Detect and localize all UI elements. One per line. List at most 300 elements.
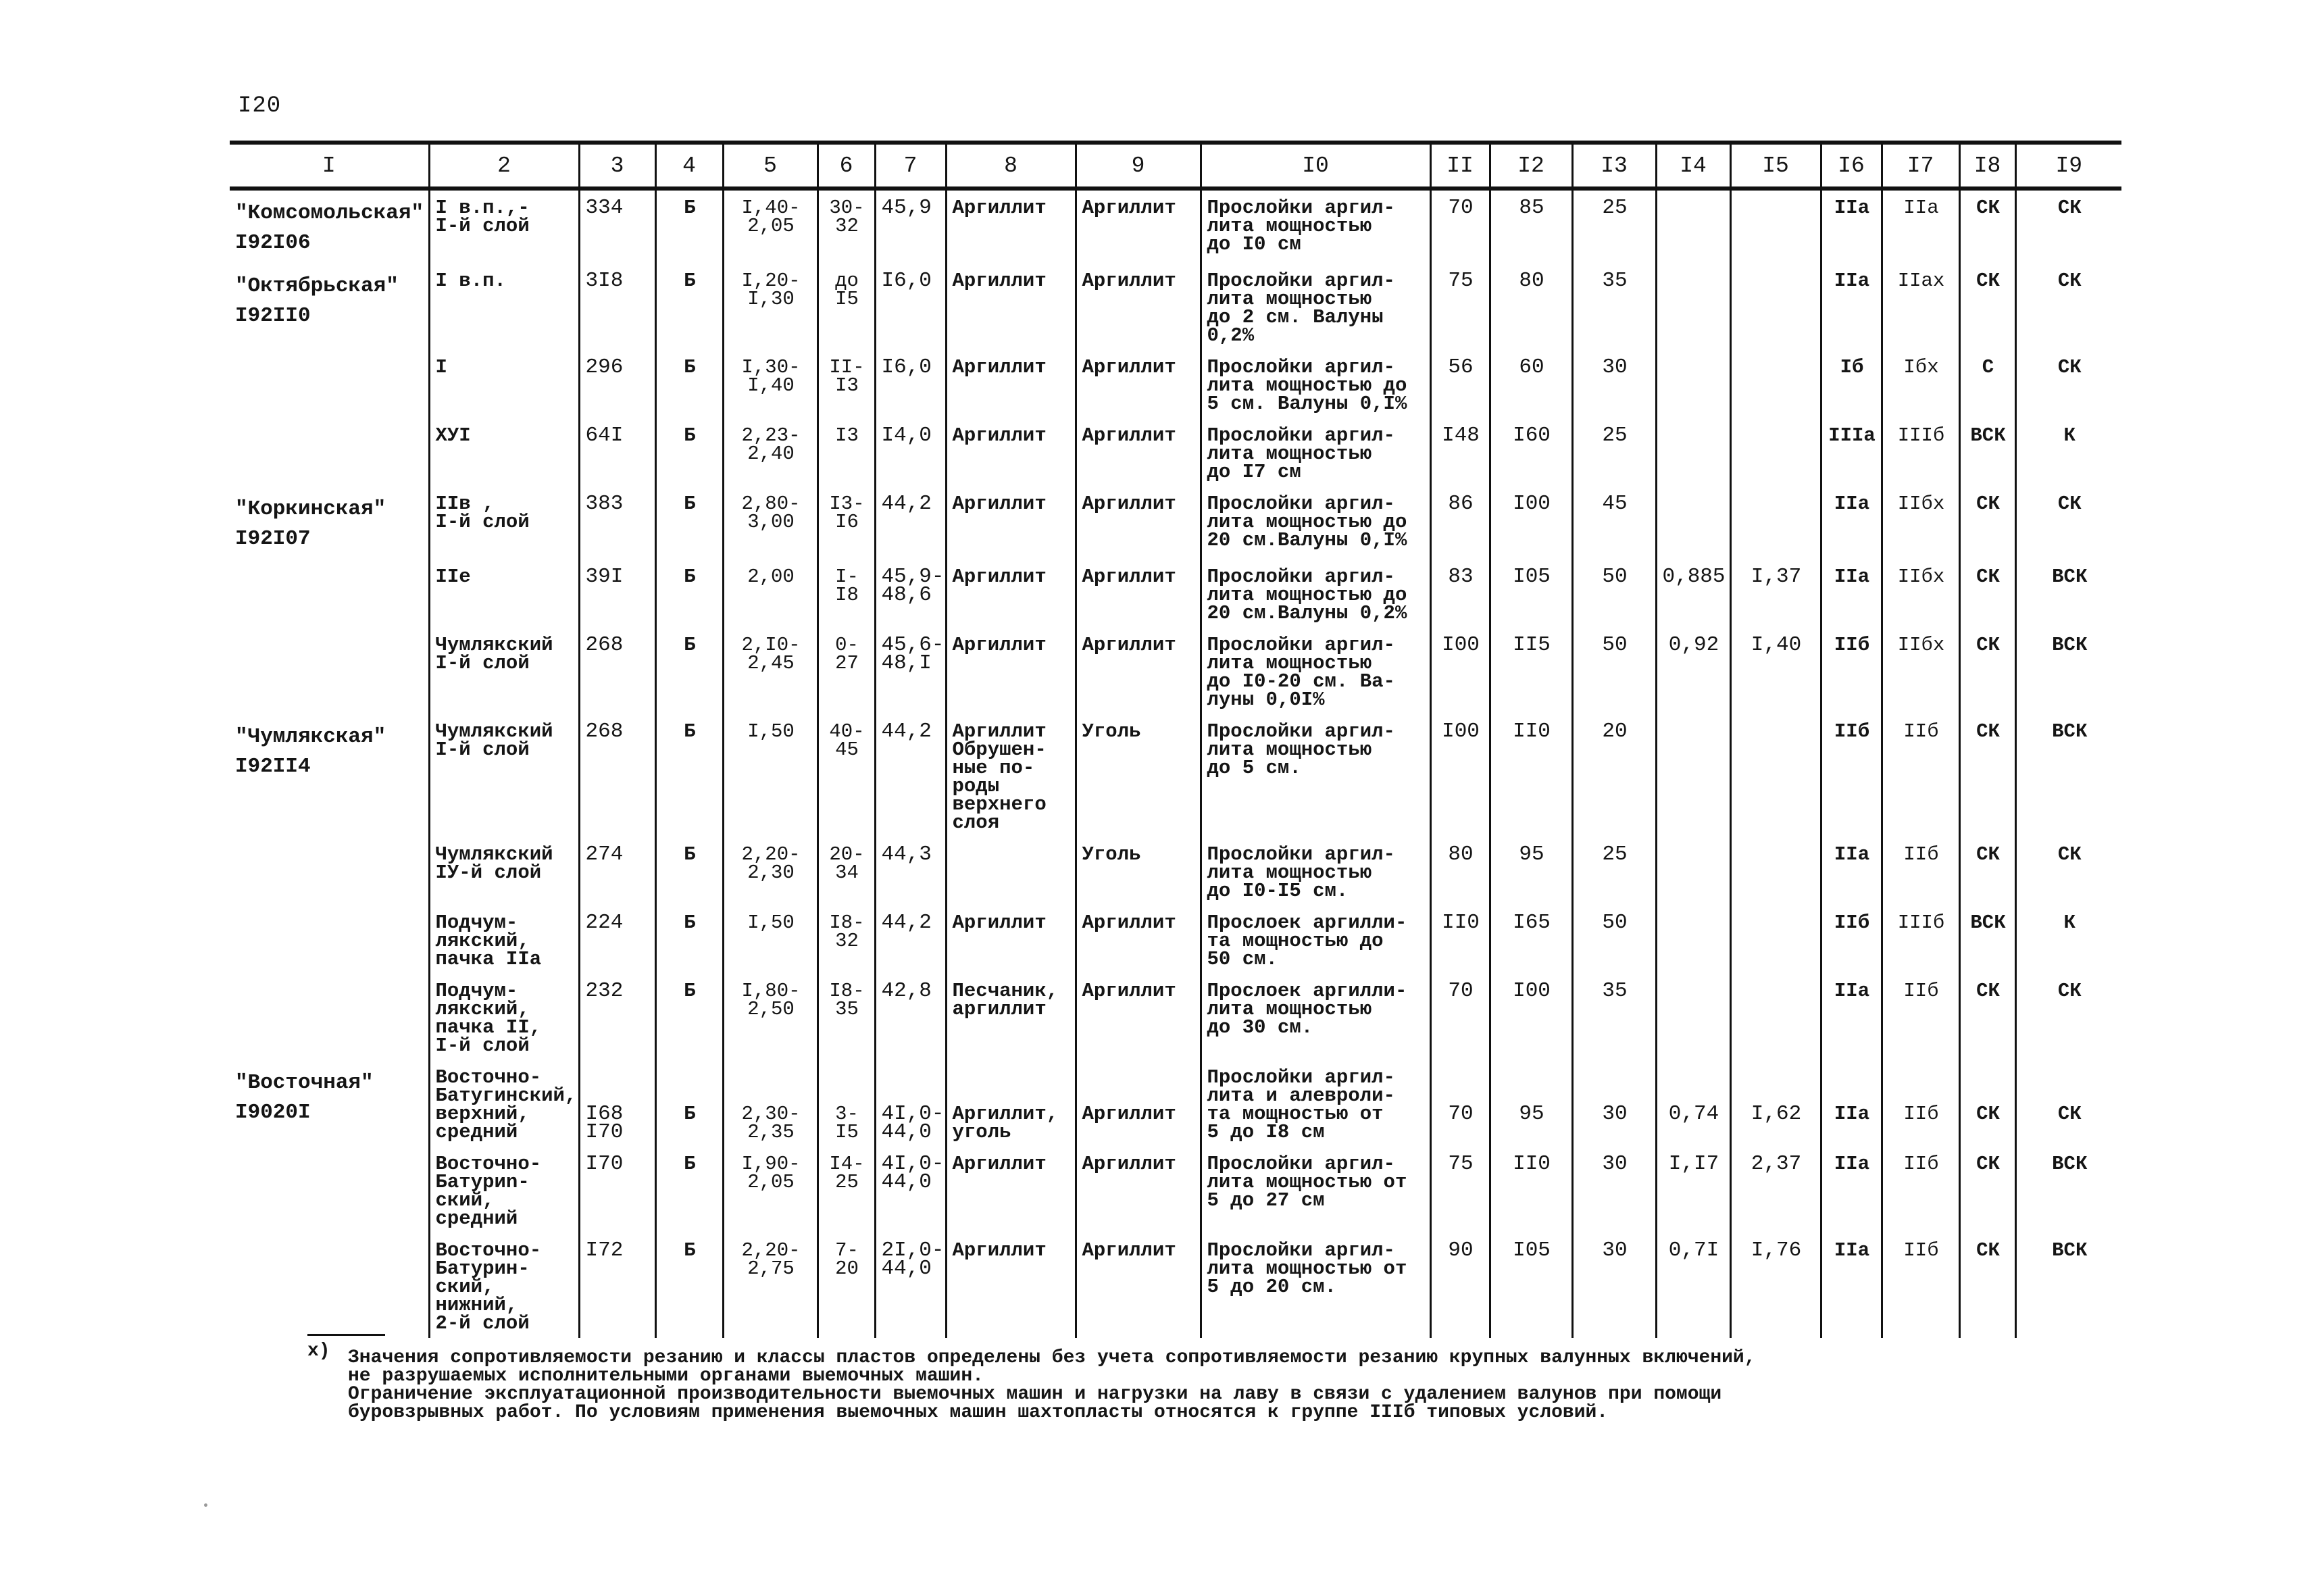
cell-seam: ХУI	[429, 418, 579, 487]
cell-c17: IIбх	[1882, 559, 1959, 628]
cell-c5: I,80- 2,50	[723, 974, 818, 1060]
cell-c18: СК	[1959, 1233, 2015, 1338]
cell-c3: 224	[579, 905, 655, 974]
cell-c10: Прослойки аргил- лита мощностью до 5 см.	[1201, 714, 1430, 837]
cell-c17: IIбх	[1882, 487, 1959, 559]
cell-c9: Уголь	[1076, 837, 1201, 905]
cell-c10: Прослойки аргил- лита мощностью до 2 см. Валуны 0,2%	[1201, 264, 1430, 350]
cell-c10: Прослойки аргил- лита и алевроли- та мощностью от 5 до I8 см	[1201, 1060, 1430, 1147]
cell-c17: IIa	[1882, 189, 1959, 264]
cell-c6: 30- 32	[818, 189, 875, 264]
cell-c8: Аргиллит Обрушен- ные по- роды верхнего слоя	[946, 714, 1076, 837]
cell-c9: Аргиллит	[1076, 1147, 1201, 1233]
cell-c14: I,I7	[1656, 1147, 1730, 1233]
cell-c7: 44,2	[875, 905, 946, 974]
cell-c14: 0,7I	[1656, 1233, 1730, 1338]
cell-c10: Прослойки аргил- лита мощностью от 5 до 20 см.	[1201, 1233, 1430, 1338]
footnote-text: Значения сопротивляемости резанию и классы пластов определены без учета сопротивляемости резанию крупных валунных включений, не разрушаемых исполнительными органами выемочных машин. Ограничение эксплуатационной производительности выемочных машин и нагрузки на лаву в связи с удалением валунов при помощи буровзрывных работ. По условиям применения выемочных машин шахтопласты относятся к группе IIIб типовых условий.	[348, 1347, 1756, 1423]
cell-c17: IIaх	[1882, 264, 1959, 350]
cell-c12: 95	[1490, 837, 1572, 905]
cell-c9: Аргиллит	[1076, 418, 1201, 487]
cell-c15	[1730, 487, 1821, 559]
cell-c6: I-I8	[818, 559, 875, 628]
cell-c5: 2,00	[723, 559, 818, 628]
cell-c18: С	[1959, 350, 2015, 418]
table-row	[230, 905, 2121, 974]
column-header-10: I0	[1201, 143, 1430, 189]
cell-mine: "Комсомольская" I92I06	[235, 201, 424, 255]
cell-c8: Аргиллит	[946, 1233, 1076, 1338]
cell-c19: СК	[2015, 974, 2121, 1060]
cell-c9: Аргиллит	[1076, 628, 1201, 714]
cell-c3: 268	[579, 714, 655, 837]
cell-c10: Прослойки аргил- лита мощностью до 5 см. Валуны 0,I%	[1201, 350, 1430, 418]
cell-c13: 25	[1572, 837, 1656, 905]
cell-c5: I,40- 2,05	[723, 189, 818, 264]
column-header-1: I	[230, 143, 429, 189]
cell-c12: I05	[1490, 1233, 1572, 1338]
cell-c3: I70	[579, 1147, 655, 1233]
cell-c4: Б	[655, 418, 723, 487]
cell-c16: IIa	[1821, 487, 1882, 559]
cell-c5: I,90- 2,05	[723, 1147, 818, 1233]
cell-c6: II- I3	[818, 350, 875, 418]
cell-c12: II0	[1490, 714, 1572, 837]
cell-c7: 44,2	[875, 714, 946, 837]
cell-c5: I,50	[723, 714, 818, 837]
table-row	[230, 837, 2121, 905]
cell-c15: I,40	[1730, 628, 1821, 714]
cell-c3: 232	[579, 974, 655, 1060]
cell-c10: Прослойки аргил- лита мощностью до I0-I5 см.	[1201, 837, 1430, 905]
cell-c16: IIa	[1821, 974, 1882, 1060]
cell-c11: 80	[1430, 837, 1490, 905]
cell-c9: Аргиллит	[1076, 264, 1201, 350]
cell-c13: 50	[1572, 628, 1656, 714]
cell-c14: 0,885	[1656, 559, 1730, 628]
cell-c11: 75	[1430, 1147, 1490, 1233]
table-row	[230, 487, 2121, 559]
cell-c5: 2,20- 2,75	[723, 1233, 818, 1338]
cell-c18: ВСК	[1959, 418, 2015, 487]
cell-c14: 0,74	[1656, 1060, 1730, 1147]
cell-c19: СК	[2015, 837, 2121, 905]
cell-c3: 3I8	[579, 264, 655, 350]
cell-mine	[230, 905, 429, 974]
cell-seam: IIв , I-й слой	[429, 487, 579, 559]
cell-c18: СК	[1959, 559, 2015, 628]
cell-c19: К	[2015, 418, 2121, 487]
cell-mine: "Чумлякская" I92II4	[235, 725, 386, 778]
cell-c18: СК	[1959, 1060, 2015, 1147]
cell-c8: Аргиллит	[946, 189, 1076, 264]
cell-c19: СК	[2015, 1060, 2121, 1147]
cell-c19: СК	[2015, 189, 2121, 264]
cell-c13: 30	[1572, 350, 1656, 418]
cell-c4: Б	[655, 189, 723, 264]
cell-seam: Чумлякский I-й слой	[429, 628, 579, 714]
table-row	[230, 350, 2121, 418]
cell-c8: Аргиллит	[946, 628, 1076, 714]
cell-c19: СК	[2015, 350, 2121, 418]
cell-c13: 25	[1572, 418, 1656, 487]
cell-c17: IIб	[1882, 837, 1959, 905]
cell-c7: I6,0	[875, 264, 946, 350]
cell-c5: 2,23- 2,40	[723, 418, 818, 487]
cell-c3: 64I	[579, 418, 655, 487]
cell-c7: 4I,0- 44,0	[875, 1060, 946, 1147]
cell-c10: Прослоек аргилли- та мощностью до 50 см.	[1201, 905, 1430, 974]
table-row	[230, 1060, 2121, 1147]
cell-c3: I68 I70	[579, 1060, 655, 1147]
cell-c15	[1730, 974, 1821, 1060]
table-row	[230, 714, 2121, 837]
cell-c7: 45,9	[875, 189, 946, 264]
cell-c19: СК	[2015, 264, 2121, 350]
cell-c4: Б	[655, 905, 723, 974]
cell-c17: IIб	[1882, 974, 1959, 1060]
page-number: I20	[238, 93, 282, 119]
cell-c15: 2,37	[1730, 1147, 1821, 1233]
header-row	[230, 143, 2121, 189]
cell-c18: СК	[1959, 714, 2015, 837]
cell-c16: Iб	[1821, 350, 1882, 418]
cell-c19: ВСК	[2015, 1147, 2121, 1233]
cell-c14	[1656, 714, 1730, 837]
cell-c7: I6,0	[875, 350, 946, 418]
cell-c10: Прослойки аргил- лита мощностью до I7 см	[1201, 418, 1430, 487]
cell-c12: 80	[1490, 264, 1572, 350]
cell-c17: Iбх	[1882, 350, 1959, 418]
cell-c13: 25	[1572, 189, 1656, 264]
cell-c4: Б	[655, 350, 723, 418]
cell-c11: I00	[1430, 714, 1490, 837]
cell-mine	[230, 1233, 429, 1338]
table-row	[230, 264, 2121, 350]
cell-c4: Б	[655, 1147, 723, 1233]
table-header	[230, 143, 2121, 189]
column-header-13: I3	[1572, 143, 1656, 189]
cell-c8: Аргиллит	[946, 559, 1076, 628]
cell-seam: I в.п.	[429, 264, 579, 350]
cell-mine	[230, 350, 429, 418]
cell-c17: IIб	[1882, 1060, 1959, 1147]
cell-c10: Прослойки аргил- лита мощностью до 20 см.Валуны 0,2%	[1201, 559, 1430, 628]
cell-c17: IIб	[1882, 714, 1959, 837]
cell-c6: 7- 20	[818, 1233, 875, 1338]
cell-seam: Чумлякский I-й слой	[429, 714, 579, 837]
cell-c11: 70	[1430, 1060, 1490, 1147]
cell-c15	[1730, 264, 1821, 350]
column-header-3: 3	[579, 143, 655, 189]
column-header-2: 2	[429, 143, 579, 189]
cell-c15: I,37	[1730, 559, 1821, 628]
cell-c16: IIa	[1821, 837, 1882, 905]
column-header-17: I7	[1882, 143, 1959, 189]
cell-c16: IIб	[1821, 905, 1882, 974]
cell-c10: Прослойки аргил- лита мощностью до I0 см	[1201, 189, 1430, 264]
cell-mine: "Коркинская" I92I07	[235, 497, 386, 551]
footnote-rule	[307, 1334, 385, 1336]
cell-c15: I,62	[1730, 1060, 1821, 1147]
cell-c4: Б	[655, 628, 723, 714]
cell-c17: IIIб	[1882, 905, 1959, 974]
cell-c3: 268	[579, 628, 655, 714]
cell-c7: I4,0	[875, 418, 946, 487]
cell-c7: 45,9- 48,6	[875, 559, 946, 628]
cell-c8: Аргиллит, уголь	[946, 1060, 1076, 1147]
cell-c12: 85	[1490, 189, 1572, 264]
cell-c16: IIa	[1821, 1060, 1882, 1147]
cell-c19: ВСК	[2015, 628, 2121, 714]
cell-c6: I4- 25	[818, 1147, 875, 1233]
column-header-6: 6	[818, 143, 875, 189]
cell-c11: II0	[1430, 905, 1490, 974]
cell-c3: 274	[579, 837, 655, 905]
cell-c10: Прослойки аргил- лита мощностью до I0-20 см. Ва- луны 0,0I%	[1201, 628, 1430, 714]
cell-c6: I3- I6	[818, 487, 875, 559]
cell-c6: 40- 45	[818, 714, 875, 837]
cell-c5: I,30- I,40	[723, 350, 818, 418]
cell-c14	[1656, 418, 1730, 487]
cell-c16: IIa	[1821, 559, 1882, 628]
cell-c6: 0-27	[818, 628, 875, 714]
mine-seam-table	[230, 141, 2121, 1338]
cell-c11: 70	[1430, 974, 1490, 1060]
table-row	[230, 418, 2121, 487]
table-row	[230, 628, 2121, 714]
cell-c7: 44,2	[875, 487, 946, 559]
table-row	[230, 1147, 2121, 1233]
cell-c15	[1730, 837, 1821, 905]
column-header-11: II	[1430, 143, 1490, 189]
cell-c16: IIa	[1821, 1233, 1882, 1338]
cell-c7: 42,8	[875, 974, 946, 1060]
cell-c13: 35	[1572, 974, 1656, 1060]
cell-c8: Аргиллит	[946, 905, 1076, 974]
cell-c12: I65	[1490, 905, 1572, 974]
cell-c9: Аргиллит	[1076, 189, 1201, 264]
cell-c19: ВСК	[2015, 1233, 2121, 1338]
cell-c3: I72	[579, 1233, 655, 1338]
cell-c6: I3	[818, 418, 875, 487]
cell-c4: Б	[655, 714, 723, 837]
cell-c14	[1656, 487, 1730, 559]
cell-c15	[1730, 189, 1821, 264]
cell-mine	[230, 837, 429, 905]
cell-c9: Аргиллит	[1076, 905, 1201, 974]
cell-c5: 2,30- 2,35	[723, 1060, 818, 1147]
cell-c17: IIIб	[1882, 418, 1959, 487]
cell-c18: СК	[1959, 974, 2015, 1060]
cell-c5: I,20- I,30	[723, 264, 818, 350]
cell-c15	[1730, 418, 1821, 487]
cell-c13: 35	[1572, 264, 1656, 350]
cell-c13: 50	[1572, 905, 1656, 974]
cell-c8: Аргиллит	[946, 1147, 1076, 1233]
cell-c11: 83	[1430, 559, 1490, 628]
cell-c12: I00	[1490, 974, 1572, 1060]
cell-c5: I,50	[723, 905, 818, 974]
cell-c13: 30	[1572, 1060, 1656, 1147]
cell-c19: К	[2015, 905, 2121, 974]
cell-c18: СК	[1959, 837, 2015, 905]
cell-c19: ВСК	[2015, 714, 2121, 837]
cell-c4: Б	[655, 559, 723, 628]
cell-c14	[1656, 350, 1730, 418]
cell-c7: 4I,0- 44,0	[875, 1147, 946, 1233]
cell-c18: СК	[1959, 264, 2015, 350]
data-table-container	[230, 141, 2121, 1338]
cell-mine: "Октябрьская" I92II0	[235, 274, 399, 328]
column-header-15: I5	[1730, 143, 1821, 189]
cell-seam: Подчум- лякский, пачка IIa	[429, 905, 579, 974]
cell-c11: 86	[1430, 487, 1490, 559]
cell-c6: I8- 32	[818, 905, 875, 974]
cell-c8: Аргиллит	[946, 418, 1076, 487]
cell-c13: 30	[1572, 1233, 1656, 1338]
cell-c16: IIб	[1821, 714, 1882, 837]
cell-c6: 20- 34	[818, 837, 875, 905]
cell-c14	[1656, 189, 1730, 264]
cell-c11: 56	[1430, 350, 1490, 418]
cell-c10: Прослойки аргил- лита мощностью от 5 до 27 см	[1201, 1147, 1430, 1233]
cell-c19: ВСК	[2015, 559, 2121, 628]
cell-c16: IIa	[1821, 264, 1882, 350]
cell-mine	[230, 974, 429, 1060]
cell-c8: Песчаник, аргиллит	[946, 974, 1076, 1060]
cell-c17: IIб	[1882, 1147, 1959, 1233]
cell-c6: до I5	[818, 264, 875, 350]
cell-c3: 334	[579, 189, 655, 264]
cell-c15	[1730, 714, 1821, 837]
table-body	[230, 189, 2121, 1338]
cell-c11: 75	[1430, 264, 1490, 350]
cell-c4: Б	[655, 264, 723, 350]
column-header-7: 7	[875, 143, 946, 189]
cell-c12: I00	[1490, 487, 1572, 559]
cell-c15	[1730, 350, 1821, 418]
cell-c9: Аргиллит	[1076, 487, 1201, 559]
cell-c4: Б	[655, 1233, 723, 1338]
cell-c14	[1656, 264, 1730, 350]
cell-c8: Аргиллит	[946, 487, 1076, 559]
cell-c8: Аргиллит	[946, 264, 1076, 350]
cell-seam: IIe	[429, 559, 579, 628]
cell-c9: Аргиллит	[1076, 350, 1201, 418]
cell-c3: 296	[579, 350, 655, 418]
cell-c8: Аргиллит	[946, 350, 1076, 418]
cell-c4: Б	[655, 974, 723, 1060]
scan-artifact-dot	[204, 1503, 207, 1507]
cell-c4: Б	[655, 837, 723, 905]
cell-c12: I60	[1490, 418, 1572, 487]
cell-c18: СК	[1959, 1147, 2015, 1233]
cell-c18: СК	[1959, 628, 2015, 714]
cell-c11: I48	[1430, 418, 1490, 487]
cell-c12: 95	[1490, 1060, 1572, 1147]
cell-c7: 2I,0- 44,0	[875, 1233, 946, 1338]
cell-c11: I00	[1430, 628, 1490, 714]
cell-c12: 60	[1490, 350, 1572, 418]
cell-c16: IIб	[1821, 628, 1882, 714]
table-row	[230, 189, 2121, 264]
column-header-12: I2	[1490, 143, 1572, 189]
cell-c7: 45,6- 48,I	[875, 628, 946, 714]
cell-c18: ВСК	[1959, 905, 2015, 974]
cell-seam: I	[429, 350, 579, 418]
column-header-4: 4	[655, 143, 723, 189]
cell-c13: 50	[1572, 559, 1656, 628]
table-row	[230, 974, 2121, 1060]
cell-c3: 39I	[579, 559, 655, 628]
cell-c9: Аргиллит	[1076, 1060, 1201, 1147]
cell-c16: IIIa	[1821, 418, 1882, 487]
cell-c7: 44,3	[875, 837, 946, 905]
cell-mine	[230, 628, 429, 714]
column-header-8: 8	[946, 143, 1076, 189]
column-header-18: I8	[1959, 143, 2015, 189]
column-header-9: 9	[1076, 143, 1201, 189]
cell-c9: Аргиллит	[1076, 1233, 1201, 1338]
column-header-5: 5	[723, 143, 818, 189]
cell-seam: Восточно- Батугинский, верхний, средний	[429, 1060, 579, 1147]
cell-c13: 20	[1572, 714, 1656, 837]
table-row	[230, 1233, 2121, 1338]
cell-c5: 2,20- 2,30	[723, 837, 818, 905]
cell-seam: Чумлякский IУ-й слой	[429, 837, 579, 905]
cell-c14: 0,92	[1656, 628, 1730, 714]
cell-mine: "Восточная" I9020I	[235, 1071, 374, 1124]
cell-c11: 70	[1430, 189, 1490, 264]
cell-c10: Прослойки аргил- лита мощностью до 20 см.Валуны 0,I%	[1201, 487, 1430, 559]
cell-seam: I в.п.,- I-й слой	[429, 189, 579, 264]
cell-c14	[1656, 905, 1730, 974]
cell-c14	[1656, 837, 1730, 905]
cell-c6: 3- I5	[818, 1060, 875, 1147]
cell-c5: 2,80- 3,00	[723, 487, 818, 559]
cell-c18: СК	[1959, 189, 2015, 264]
cell-c14	[1656, 974, 1730, 1060]
cell-c13: 45	[1572, 487, 1656, 559]
column-header-14: I4	[1656, 143, 1730, 189]
cell-c16: IIa	[1821, 1147, 1882, 1233]
cell-c18: СК	[1959, 487, 2015, 559]
cell-c16: IIa	[1821, 189, 1882, 264]
cell-c17: IIбх	[1882, 628, 1959, 714]
cell-c12: II5	[1490, 628, 1572, 714]
cell-c11: 90	[1430, 1233, 1490, 1338]
cell-c13: 30	[1572, 1147, 1656, 1233]
column-header-16: I6	[1821, 143, 1882, 189]
footnote-mark: х)	[307, 1341, 330, 1362]
column-header-19: I9	[2015, 143, 2121, 189]
cell-c6: I8- 35	[818, 974, 875, 1060]
cell-c9: Уголь	[1076, 714, 1201, 837]
cell-c12: II0	[1490, 1147, 1572, 1233]
cell-seam: Восточно- Батуриn- ский, средний	[429, 1147, 579, 1233]
cell-seam: Восточно- Батурин- ский, нижний, 2-й слой	[429, 1233, 579, 1338]
cell-c10: Прослоек аргилли- лита мощностью до 30 см.	[1201, 974, 1430, 1060]
cell-mine	[230, 418, 429, 487]
cell-c15	[1730, 905, 1821, 974]
cell-c12: I05	[1490, 559, 1572, 628]
cell-mine	[230, 1147, 429, 1233]
cell-c17: IIб	[1882, 1233, 1959, 1338]
table-row	[230, 559, 2121, 628]
cell-c4: Б	[655, 1060, 723, 1147]
cell-c4: Б	[655, 487, 723, 559]
